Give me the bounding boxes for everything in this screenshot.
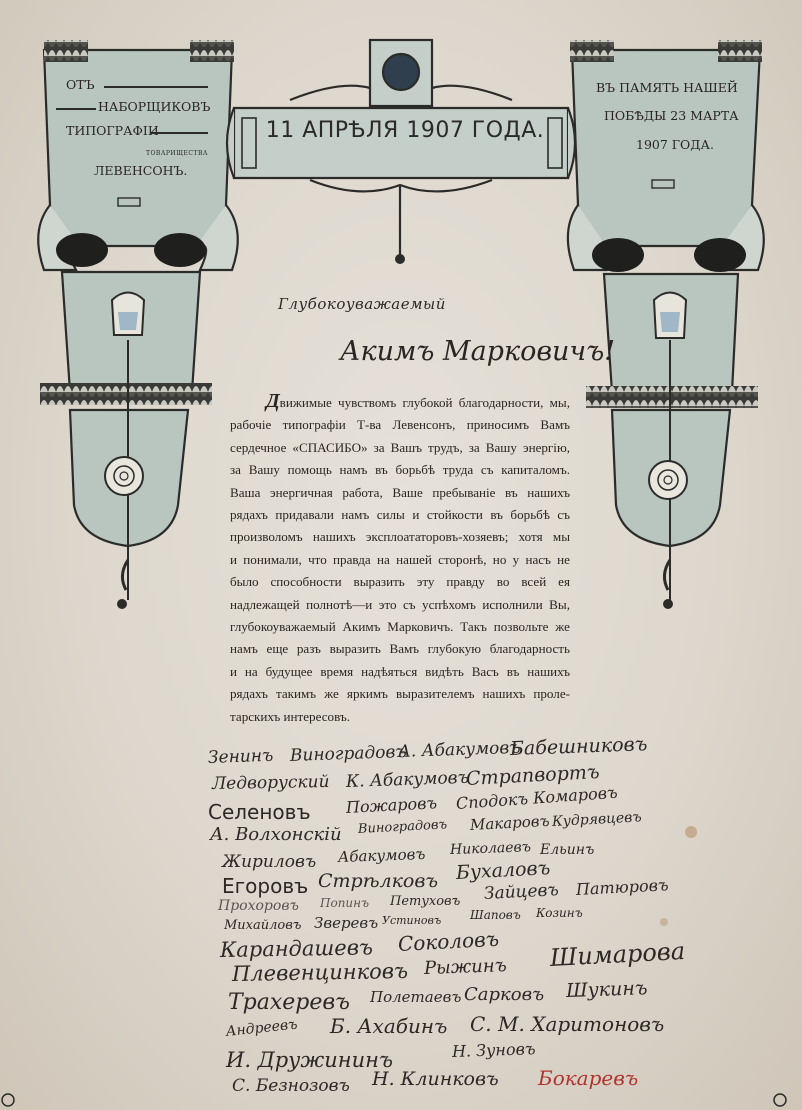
signature: Полетаевъ xyxy=(370,988,462,1006)
letter-line: сердечное «СПАСИБО» за Вашъ трудъ, за Вашу энергію, xyxy=(230,439,570,455)
letter-line: и на будущее время надѣяться видѣть Васъ въ нашихъ xyxy=(230,663,570,679)
signature: Н. Клинковъ xyxy=(372,1068,499,1090)
signature: Виноградовъ xyxy=(289,741,407,766)
signature: Шаповъ xyxy=(470,908,521,922)
letter-line: рядахъ придавали намъ силы и стойкости въ борьбѣ съ xyxy=(230,507,570,523)
signature: Селеновъ xyxy=(208,800,311,824)
signature: Б. Ахабинъ xyxy=(330,1014,448,1038)
signature: С. М. Харитоновъ xyxy=(470,1012,665,1036)
signature: Козинъ xyxy=(536,906,583,920)
letter-line: глубокоуважаемый Акимъ Марковичъ. Такъ позвольте же xyxy=(230,619,570,635)
signature: Пожаровъ xyxy=(345,793,438,817)
letter-line: рядахъ такимъ же яркимъ выразителемъ нашихъ проле- xyxy=(230,686,570,702)
letter-line: произволомъ нашихъ эксплоататоровъ-хозяевъ; хотя мы xyxy=(230,529,570,545)
signature: Трахеревъ xyxy=(228,990,350,1015)
signature: Стрѣлковъ xyxy=(318,870,439,892)
right-panel-line1: ВЪ ПАМЯТЬ НАШЕЙ xyxy=(596,80,738,95)
signature: Бабешниковъ xyxy=(509,733,648,760)
recipient-name: Акимъ Марковичъ! xyxy=(340,336,616,367)
signature: Кудрявцевъ xyxy=(551,809,643,830)
signature: Петуховъ xyxy=(390,894,461,909)
signature: Шимарова xyxy=(549,936,686,972)
signature: Карандашевъ xyxy=(219,935,374,962)
signature: Ельинъ xyxy=(540,842,595,858)
left-panel-line5: ЛЕВЕНСОНЪ. xyxy=(94,163,188,178)
signature: Н. Зуновъ xyxy=(451,1039,536,1061)
signature-red: Бокаревъ xyxy=(538,1066,639,1090)
banner-date: 11 АПРѢЛЯ 1907 ГОДА. xyxy=(265,118,545,143)
signature: Патюровъ xyxy=(575,875,669,899)
signature: Сподокъ Комаровъ xyxy=(455,782,619,813)
signature: Прохоровъ xyxy=(218,898,299,914)
signature: Устиновъ xyxy=(382,914,442,927)
left-panel-line1: ОТЪ xyxy=(66,77,95,92)
signature: Попинъ xyxy=(320,896,370,910)
signature: Зенинъ xyxy=(207,745,274,768)
signature: Абакумовъ xyxy=(337,844,426,866)
right-panel-line3: 1907 ГОДА. xyxy=(636,137,714,152)
letter-line: тарскихъ интересовъ. xyxy=(230,708,351,724)
left-panel-line4: ТОВАРИЩЕСТВА xyxy=(146,150,208,157)
signature: Плевенцинковъ xyxy=(231,958,409,986)
letter-line: и понимали, что правда на нашей сторонѣ, но у насъ не xyxy=(230,551,570,567)
letter-line: было способности выразить эту правду во всей ея xyxy=(230,574,570,590)
letter-line: намъ еще разъ выразить Вамъ глубокую благодарность xyxy=(230,641,570,657)
signature: Рыжинъ xyxy=(423,955,508,979)
signature: Виноградовъ xyxy=(357,817,448,837)
signature: Сарковъ xyxy=(464,984,545,1005)
letter-line: за Вашу помощь намъ въ борьбѣ труда съ капиталомъ. xyxy=(230,462,570,478)
signature: Михайловъ xyxy=(224,918,302,933)
signature: А. Волхонскій xyxy=(210,824,342,845)
signature: Егоровъ xyxy=(222,874,309,898)
letter-line: Ваша энергичная работа, Ваше пребываніе въ нашихъ xyxy=(230,484,570,500)
signature: А. Абакумовъ xyxy=(397,737,521,762)
signature: Шукинъ xyxy=(565,977,648,1002)
signature: Страпвортъ xyxy=(465,761,601,790)
letter-line: надлежащей полнотѣ—и это съ успѣхомъ исполнили Вы, xyxy=(230,596,570,612)
signature: Ледворуский xyxy=(211,771,330,794)
letter-line-text: вижимые чувствомъ глубокой благодарности, мы, xyxy=(279,395,570,410)
signature: Соколовъ xyxy=(397,926,500,956)
signature: К. Абакумовъ xyxy=(345,767,470,792)
letter-line: рабочіе типографіи Т-ва Левенсонъ, приносимъ Вамъ xyxy=(230,417,570,433)
signature: Жириловъ xyxy=(222,852,317,872)
signature: Зверевъ xyxy=(314,914,379,932)
signature: Бухаловъ xyxy=(455,857,551,884)
signature: И. Дружининъ xyxy=(226,1048,393,1072)
left-panel-line2: НАБОРЩИКОВЪ xyxy=(98,99,211,114)
right-panel-line2: ПОБѢДЫ 23 МАРТА xyxy=(604,108,739,123)
signature: С. Безнозовъ xyxy=(232,1076,350,1096)
signature: Николаевъ xyxy=(449,839,532,858)
left-panel-line3: ТИПОГРАФІИ xyxy=(66,123,159,138)
salutation: Глубокоуважаемый xyxy=(278,295,446,313)
drop-cap: Д xyxy=(266,390,280,412)
signature: Макаровъ xyxy=(469,811,550,834)
signature: Зайцевъ xyxy=(483,880,560,904)
signature: Андреевъ xyxy=(225,1016,299,1040)
